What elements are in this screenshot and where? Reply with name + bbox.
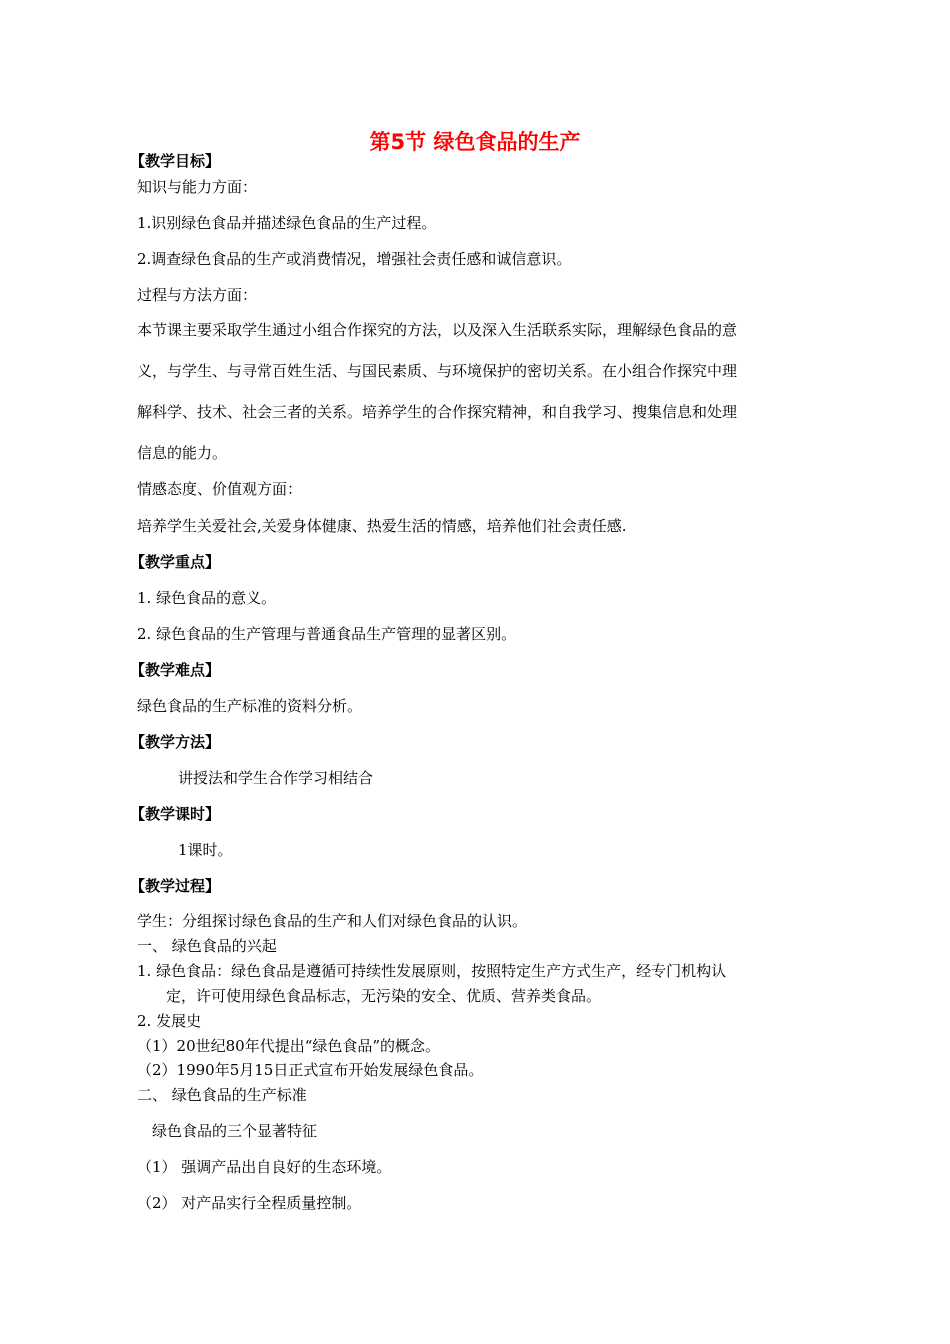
heading-periods: 【教学课时】 [130,805,221,823]
features-heading: 绿色食品的三个显著特征 [152,1122,318,1140]
heading-procedure: 【教学过程】 [130,877,221,895]
section-2-heading: 二、 绿色食品的生产标准 [137,1086,307,1104]
definition-line: 定，许可使用绿色食品标志，无污染的安全、优质、营养类食品。 [166,987,602,1005]
objective-1: 1.识别绿色食品并描述绿色食品的生产过程。 [137,214,437,232]
document-title: 第5节 绿色食品的生产 [369,130,581,154]
heading-objectives: 【教学目标】 [130,152,221,170]
methods-text: 讲授法和学生合作学习相结合 [178,769,374,787]
history-heading: 2. 发展史 [137,1012,202,1030]
periods-text: 1课时。 [178,841,233,859]
objective-2: 2.调查绿色食品的生产或消费情况，增强社会责任感和诚信意识。 [137,250,572,268]
history-item-1: （1）20世纪80年代提出“绿色食品”的概念。 [137,1037,441,1055]
subheading-process: 过程与方法方面： [137,286,258,304]
section-1-heading: 一、 绿色食品的兴起 [137,937,277,955]
key-point-1: 1. 绿色食品的意义。 [137,589,277,607]
paragraph-line: 本节课主要采取学生通过小组合作探究的方法，以及深入生活联系实际，理解绿色食品的意 [137,321,738,339]
paragraph-line: 信息的能力。 [137,444,228,462]
history-item-2: （2）1990年5月15日正式宣布开始发展绿色食品。 [137,1061,484,1079]
subheading-knowledge: 知识与能力方面： [137,178,258,196]
paragraph-line: 义，与学生、与寻常百姓生活、与国民素质、与环境保护的密切关系。在小组合作探究中理 [137,362,738,380]
heading-methods: 【教学方法】 [130,733,221,751]
difficulty-text: 绿色食品的生产标准的资料分析。 [137,697,363,715]
heading-key-points: 【教学重点】 [130,553,221,571]
definition-line: 1. 绿色食品：绿色食品是遵循可持续性发展原则，按照特定生产方式生产，经专门机构认 [137,962,727,980]
feature-1: （1） 强调产品出自良好的生态环境。 [137,1158,392,1176]
paragraph-line: 解科学、技术、社会三者的关系。培养学生的合作探究精神，和自我学习、搜集信息和处理 [137,403,738,421]
feature-2: （2） 对产品实行全程质量控制。 [137,1194,362,1212]
paragraph-line: 培养学生关爱社会,关爱身体健康、热爱生活的情感，培养他们社会责任感. [137,517,627,535]
heading-difficulties: 【教学难点】 [130,661,221,679]
procedure-intro: 学生：分组探讨绿色食品的生产和人们对绿色食品的认识。 [137,912,528,930]
key-point-2: 2. 绿色食品的生产管理与普通食品生产管理的显著区别。 [137,625,517,643]
subheading-attitude: 情感态度、价值观方面： [137,480,303,498]
